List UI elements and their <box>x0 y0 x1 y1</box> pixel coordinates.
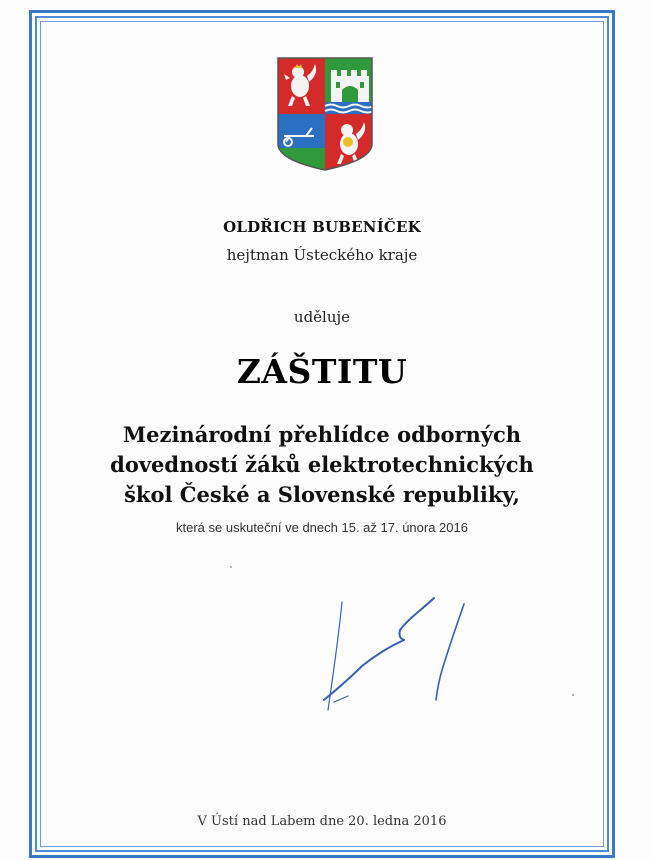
issuer-name: OLDŘICH BUBENÍČEK <box>223 218 421 236</box>
event-line: škol České a Slovenské republiky, <box>124 482 520 507</box>
grants-text: uděluje <box>293 308 351 326</box>
signature <box>312 592 482 717</box>
event-line: dovedností žáků elektrotechnických <box>110 452 534 477</box>
event-description <box>40 420 604 510</box>
event-dates: která se uskuteční ve dnech 15. až 17. února 2016 <box>176 520 468 535</box>
scan-speck <box>230 566 232 568</box>
coat-of-arms-icon <box>276 56 374 172</box>
issuer-title: hejtman Ústeckého kraje <box>226 246 418 264</box>
event-line: Mezinárodní přehlídce odborných <box>122 422 522 447</box>
scan-speck <box>572 694 574 696</box>
award-title: ZÁŠTITU <box>236 352 408 391</box>
place-and-date: V Ústí nad Labem dne 20. ledna 2016 <box>197 814 447 829</box>
